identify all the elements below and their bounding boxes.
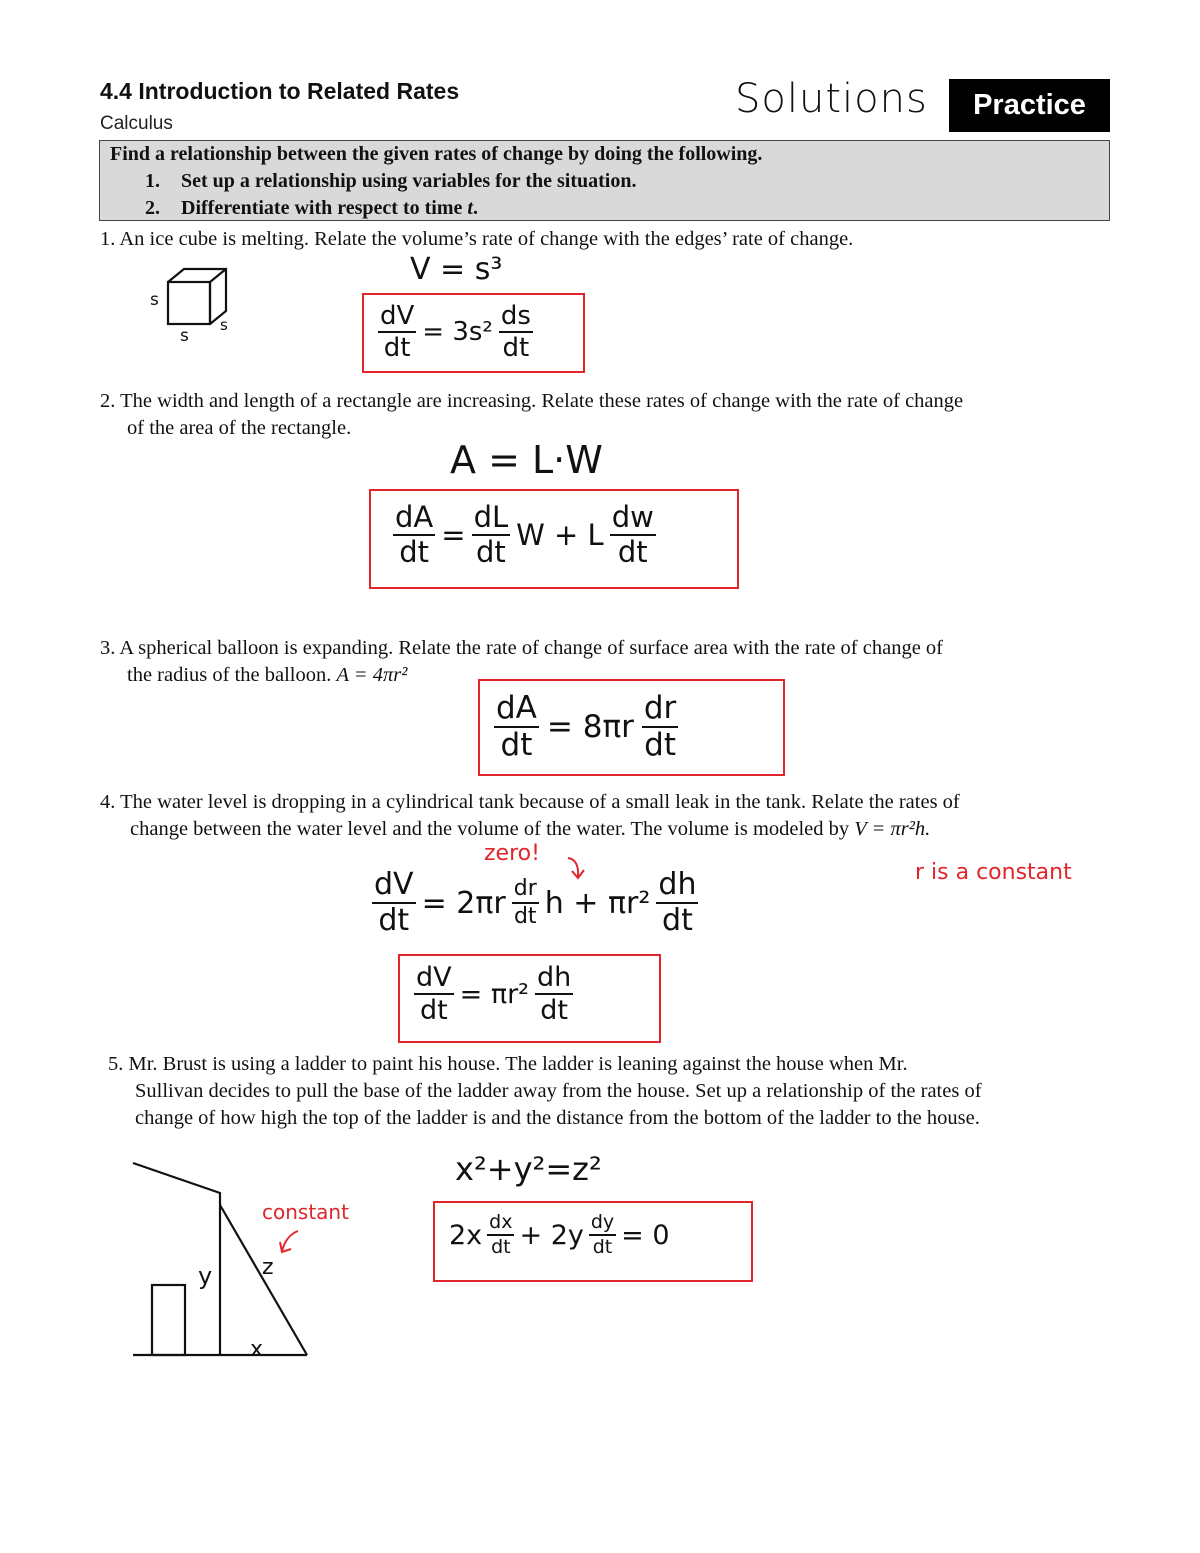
page-title: 4.4 Introduction to Related Rates [100,78,460,104]
cube-edge-label: s [150,290,159,310]
question-4-line2: change between the water level and the volume of the water. The volume is modeled by V = πr²h. [130,818,931,840]
note-constant: constant [262,1200,349,1224]
cube-edge-label: s [220,316,228,334]
instruction-step: 2. Differentiate with respect to time t. [145,197,478,219]
course-subtitle: Calculus [100,113,173,134]
question-4: 4. The water level is dropping in a cylindrical tank because of a small leak in the tank. Relate the rates of [100,791,960,813]
q4-derivative: $\frac{dV}{dt}$ = 2πr $\frac{dr}{dt}$ h + πr² $\frac{dh}{dt}$ [374,867,697,938]
practice-badge: Practice [949,79,1110,132]
question-5-line2: Sullivan decides to pull the base of the ladder away from the house. Set up a relationship of the rates of [135,1080,982,1102]
instructions-box [99,140,1110,221]
label-x: x [250,1337,264,1362]
label-z: z [262,1255,274,1280]
question-5-line3: change of how high the top of the ladder is and the distance from the bottom of the ladder to the house. [135,1107,980,1129]
note-zero: zero! [484,841,540,866]
q5-answer-box: 2x $\frac{dx}{dt}$ + 2y $\frac{dy}{dt}$ = 0 [433,1201,753,1282]
instruction-step: 1. Set up a relationship using variables for the situation. [145,170,637,192]
q2-relation: A = L·W [450,438,603,482]
q2-answer-box: $\frac{dA}{dt}$ = $\frac{dL}{dt}$ W + L $\frac{dw}{dt}$ [369,489,739,589]
arrow-icon [276,1228,302,1256]
question-3: 3. A spherical balloon is expanding. Relate the rate of change of surface area with the rate of change of [100,637,944,659]
question-3-line2: the radius of the balloon. A = 4πr² [127,664,408,686]
solutions-label: Solutions [735,76,928,122]
q5-relation: x²+y²=z² [455,1150,602,1188]
question-2-line2: of the area of the rectangle. [127,417,352,439]
q4-answer-box: $\frac{dV}{dt}$ = πr² $\frac{dh}{dt}$ [398,954,661,1043]
q1-answer-box: $\frac{dV}{dt}$ = 3s² $\frac{ds}{dt}$ [362,293,585,373]
instructions-lead: Find a relationship between the given rates of change by doing the following. [110,143,763,165]
question-1: 1. An ice cube is melting. Relate the volume’s rate of change with the edges’ rate of change. [100,228,854,250]
note-r-constant: r is a constant [915,860,1072,885]
ladder-house-sketch [125,1155,325,1365]
q1-relation: V = s³ [410,252,503,287]
label-y: y [198,1262,213,1290]
question-5: 5. Mr. Brust is using a ladder to paint his house. The ladder is leaning against the house when Mr. [108,1053,908,1075]
q3-answer-box: $\frac{dA}{dt}$ = 8πr $\frac{dr}{dt}$ [478,679,785,776]
question-2: 2. The width and length of a rectangle are increasing. Relate these rates of change with the rate of change [100,390,964,412]
cube-edge-label: s [180,326,189,346]
